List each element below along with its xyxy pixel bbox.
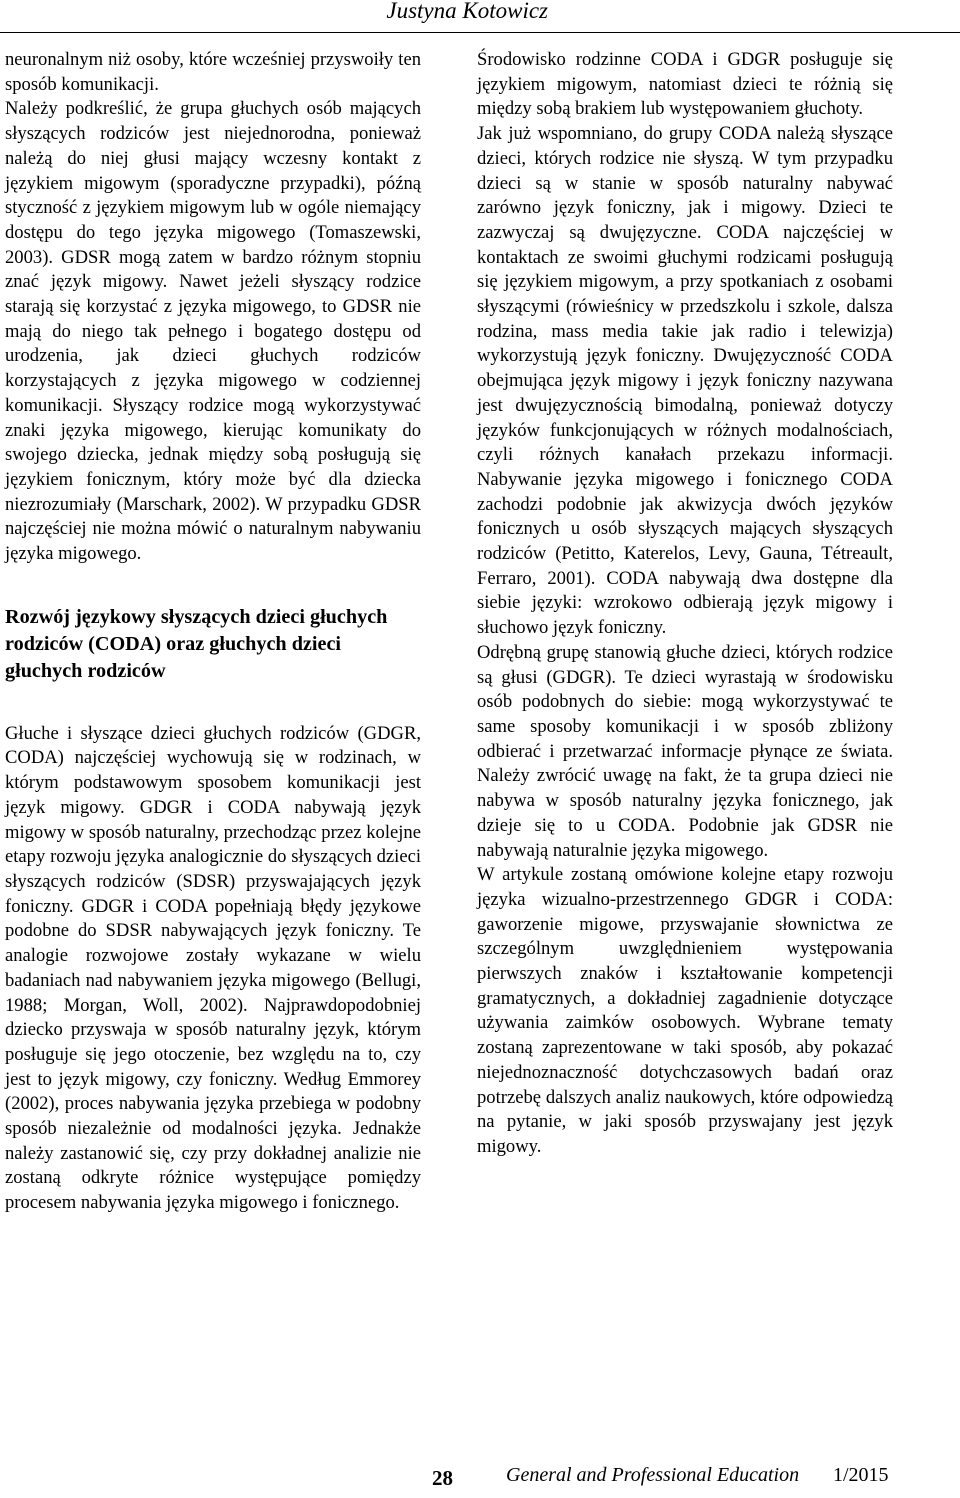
section-heading: Rozwój językowy słyszących dzieci głuchych rodziców (CODA) oraz głuchych dzieci głuchych rodziców bbox=[5, 605, 388, 682]
paragraph: Głuche i słyszące dzieci głuchych rodziców (GDGR, CODA) najczęściej wychowują się w rodzinach, w którym podstawowym sposobem komunikacji jest język migowy. GDGR i CODA nabywają język migowy w sposób naturalny, przechodząc przez kolejne etapy rozwoju języka analogicznie do słyszących dzieci słyszących rodziców (SDSR) przyswajających język foniczny. GDGR i CODA popełniają błędy językowe podobne do SDSR nabywających język foniczny. Te analogie rozwojowe zostały wykazane w wielu badaniach nad nabywaniem języka migowego (Bellugi, 1988; Morgan, Woll, 2002). Najprawdopodobniej dziecko przyswaja w sposób naturalny język, którym posługuje się jego otoczenie, bez względu na to, czy jest to język migowy, czy foniczny. Według Emmorey (2002), proces nabywania języka przebiega w podobny sposób niezależnie od modalności języka. Jednakże należy zastanowić się, czy przy dokładnej analizie nie zostaną odkryte różnice występujące pomiędzy procesem nabywania języka migowego i fonicznego. bbox=[5, 722, 421, 1214]
paragraph: Należy podkreślić, że grupa głuchych osób mających słyszących rodziców jest niejednorodna, ponieważ należą do niej głusi mający wczesny kontakt z językiem migowym (sporadyczne przypadki), późną styczność z językiem migowym lub w ogóle niemający dostępu do tego języka migowego (Tomaszewski, 2003). GDSR mogą zatem w bardzo różnym stopniu znać język migowy. Nawet jeżeli słyszący rodzice starają się korzystać z języka migowego, to GDSR nie mają do niego tak pełnego i bogatego dostępu od urodzenia, jak dzieci głuchych rodziców korzystających z języka migowego w codziennej komunikacji. Słyszący rodzice mogą wykorzystywać znaki języka migowego, kierując komunikaty do swojego dziecka, jednak między sobą posługują się językiem fonicznym, który może być dla dziecka niezrozumiały (Marschark, 2002). W przypadku GDSR najczęściej nie można mówić o naturalnym nabywaniu języka migowego. bbox=[5, 98, 421, 565]
paragraph: neuronalnym niż osoby, które wcześniej przyswoiły ten sposób komunikacji. bbox=[5, 49, 421, 95]
paragraph: Odrębną grupę stanowią głuche dzieci, których rodzice są głusi (GDGR). Te dzieci wyrastają w środowisku osób podobnych do siebie: mogą wykorzystywać te same sposoby komunikacji i w sposób zbliżony odbierać i przetwarzać informacje płynące ze świata. Należy zwrócić uwagę na fakt, że ta grupa dzieci nie nabywa w sposób naturalny języka fonicznego, jak dzieje się to u CODA. Podobnie jak GDSR nie nabywają naturalnie języka migowego. bbox=[477, 641, 893, 861]
paragraph: Środowisko rodzinne CODA i GDGR posługuje się językiem migowym, natomiast dzieci te różnią się między sobą brakiem lub występowaniem głuchoty. bbox=[477, 49, 893, 120]
page-footer bbox=[0, 1466, 960, 1498]
journal-issue: 1/2015 bbox=[833, 1464, 889, 1486]
left-column bbox=[5, 48, 421, 1216]
paragraph: W artykule zostaną omówione kolejne etapy rozwoju języka wizualno-przestrzennego GDGR i CODA: gaworzenie migowe, przyswajanie słownictwa ze szczególnym uwzględnieniem występowania pierwszych znaków i kształtowanie kompetencji gramatycznych, a dokładniej zagadnienie dotyczące używania zaimków osobowych. Wybrane tematy zostaną zaprezentowane w taki sposób, aby pokazać niejednoznaczność dotychczasowych badań oraz potrzebę dalszych analiz naukowych, które odpowiedzą na pytanie, w jaki sposób przyswajany jest język migowy. bbox=[477, 864, 893, 1157]
paragraph: Jak już wspomniano, do grupy CODA należą słyszące dzieci, których rodzice nie słyszą. W tym przypadku dzieci są w stanie w sposób naturalny nabywać zarówno język foniczny, jak i migowy. Dzieci te zazwyczaj są dwujęzyczne. CODA najczęściej w kontaktach ze swoimi głuchymi rodzicami posługują się językiem migowym, a przy spotkaniach z osobami słyszącymi (rówieśnicy w przedszkolu i szkole, dalsza rodzina, mass media takie jak radio i telewizja) wykorzystują język foniczny. Dwujęzyczność CODA obejmująca język migowy i język foniczny nazywana jest dwujęzycznością bimodalną, ponieważ dotyczy języków funkcjonujących w różnych modalnościach, czyli różnych kanałach przekazu informacji. Nabywanie języka migowego i fonicznego CODA zachodzi podobnie jak akwizycja dwóch języków fonicznych u osób słyszących mających słyszących rodziców (Petitto, Katerelos, Levy, Gauna, Tétreault, Ferraro, 2001). CODA nabywają dwa dostępne dla siebie języki: wzrokowo odbierają język migowy i słuchowo język foniczny. bbox=[477, 123, 893, 639]
page-number: 28 bbox=[432, 1466, 453, 1490]
journal-title: General and Professional Education bbox=[506, 1464, 800, 1486]
running-header-author: Justyna Kotowicz bbox=[386, 0, 548, 23]
header-rule bbox=[0, 32, 960, 33]
right-column bbox=[477, 48, 893, 1160]
